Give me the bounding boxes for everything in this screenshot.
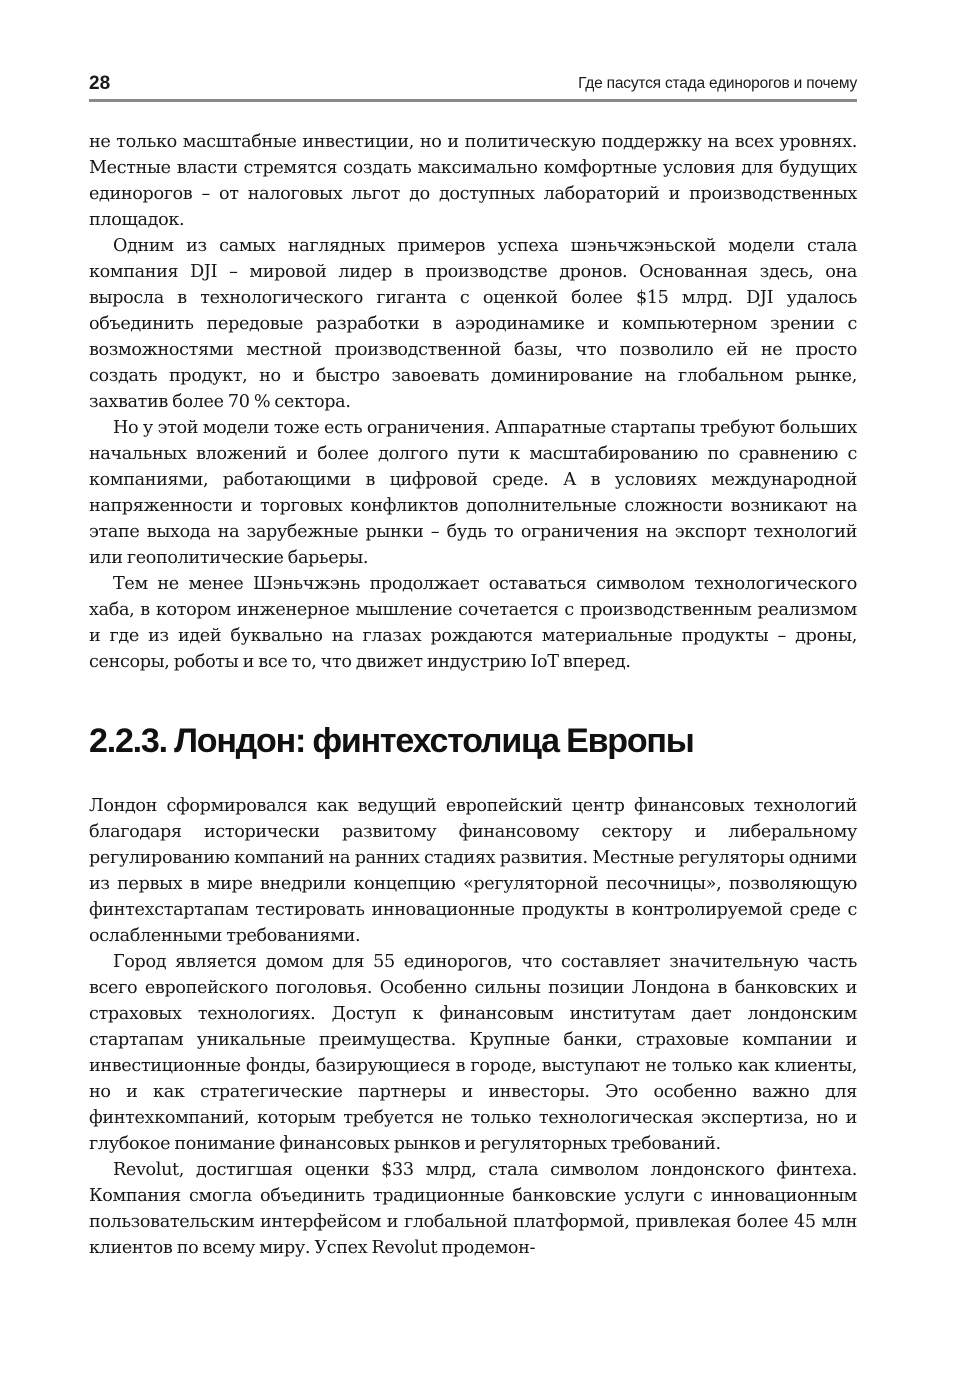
- page-body: [89, 129, 857, 1261]
- section-heading: 2.2.3. Лондон: финтехстолица Европы: [89, 722, 694, 760]
- paragraph: Лондон сформировался как ведущий европейский центр финансовых технологий благодаря исторически развитому финансовому сектору и либеральному регулированию компаний на ранних стадиях развития. Местные регуляторы одними из первых в мире внедрили концепцию «регуляторной песочницы», позволяющую финтехстартапам тестировать инновационные продукты в контролируемой среде с ослабленными требованиями.: [89, 796, 857, 946]
- running-title: Где пасутся стада единорогов и почему: [578, 75, 857, 92]
- paragraph: Одним из самых наглядных примеров успеха шэньчжэньской модели стала компания DJI – мировой лидер в производстве дронов. Основанная здесь, она выросла в технологического гиганта с оценкой более $15 млрд. DJI удалось объединить передовые разработки в аэродинамике и компьютерном зрении с возможностями местной производственной базы, что позволило ей не просто создать продукт, но и быстро завоевать доминирование на глобальном рынке, захватив более 70 % сектора.: [89, 236, 857, 412]
- paragraph: не только масштабные инвестиции, но и политическую поддержку на всех уровнях. Местные власти стремятся создать максимально комфортные условия для будущих единорогов – от налоговых льгот до доступных лабораторий и производственных площадок.: [89, 132, 857, 230]
- running-header: [89, 62, 857, 102]
- page-number: 28: [89, 73, 111, 94]
- book-page: [89, 62, 857, 1261]
- paragraph: Revolut, достигшая оценки $33 млрд, стала символом лондонского финтеха. Компания смогла объединить традиционные банковские услуги с инновационным пользовательским интерфейсом и глобальной платформой, привлекая более 45 млн клиентов по всему миру. Успех Revolut продемон-: [89, 1160, 857, 1258]
- paragraph: Тем не менее Шэньчжэнь продолжает оставаться символом технологического хаба, в котором инженерное мышление сочетается с производственным реализмом и где из идей буквально на глазах рождаются материальные продукты – дроны, сенсоры, роботы и все то, что движет индустрию IoT вперед.: [89, 574, 857, 672]
- paragraph: Но у этой модели тоже есть ограничения. Аппаратные стартапы требуют больших начальных вложений и более долгого пути к масштабированию по сравнению с компаниями, работающими в цифровой среде. А в условиях международной напряженности и торговых конфликтов дополнительные сложности возникают на этапе выхода на зарубежные рынки – будь то ограничения на экспорт технологий или геополитические барьеры.: [89, 418, 857, 568]
- paragraph: Город является домом для 55 единорогов, что составляет значительную часть всего европейского поголовья. Особенно сильны позиции Лондона в банковских и страховых технологиях. Доступ к финансовым институтам дает лондонским стартапам уникальные преимущества. Крупные банки, страховые компании и инвестиционные фонды, базирующиеся в городе, выступают не только как клиенты, но и как стратегические партнеры и инвесторы. Это особенно важно для финтехкомпаний, которым требуется не только технологическая экспертиза, но и глубокое понимание финансовых рынков и регуляторных требований.: [89, 952, 857, 1154]
